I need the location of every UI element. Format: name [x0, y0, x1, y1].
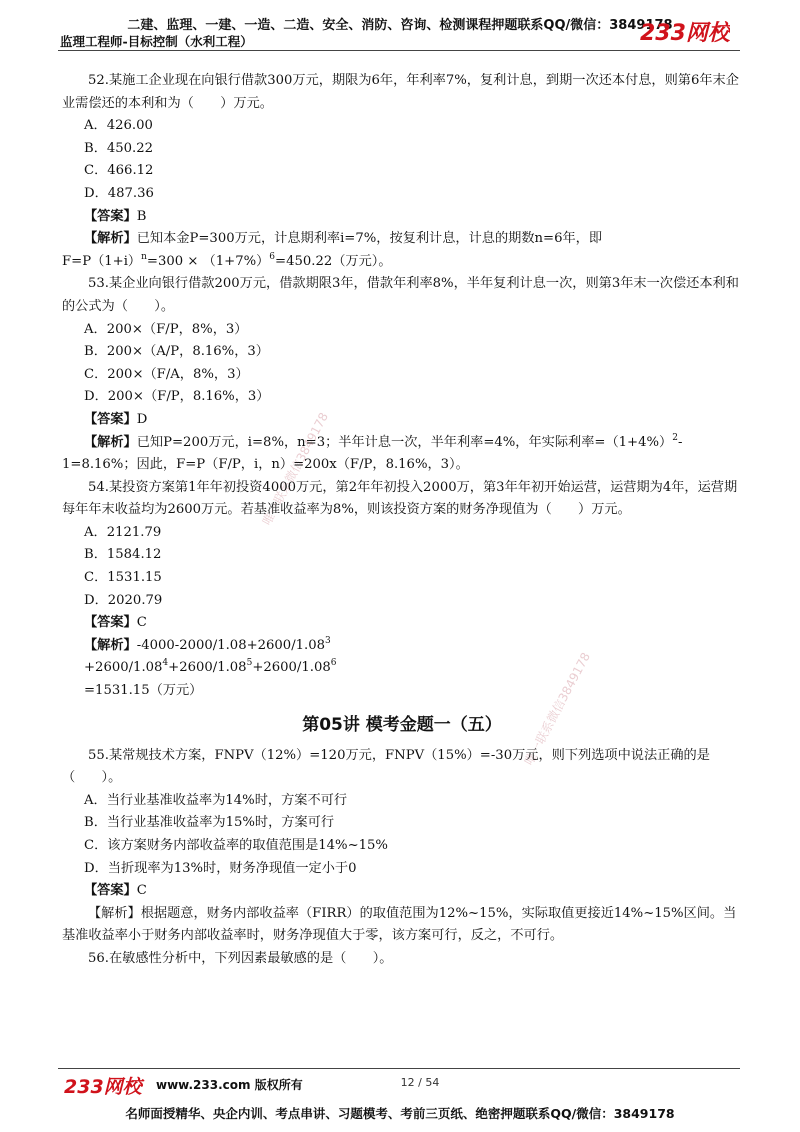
exponent: 6 [269, 251, 276, 262]
answer-line [62, 206, 742, 229]
answer-label: 【答案】 [84, 411, 137, 427]
footer-logo-text: 233网校 [64, 1076, 142, 1098]
option-a: A．200×（F/P，8%，3） [84, 321, 248, 337]
analysis-text: 已知P=200万元，i=8%，n=3；半年计息一次，半年利率=4%，年实际利率=（1+4%） [136, 434, 673, 450]
option-c: C．1531.15 [84, 570, 162, 586]
exponent: 5 [246, 658, 253, 669]
analysis-text: 根据题意，财务内部收益率（FIRR）的取值范围为12%~15%，实际取值更接近14%~15%区间。当基准收益率小于财务内部收益率时，财务净现值大于零，该方案可行，反之，不可行。 [62, 905, 737, 944]
answer-value: B [136, 208, 147, 224]
watermark: 唯一联系微信3849178 [259, 410, 332, 528]
watermark: 唯一联系微信3849178 [521, 650, 594, 768]
section-title: 第05讲 模考金题一（五） [302, 714, 502, 735]
formula-part: =450.22（万元）。 [275, 253, 392, 269]
footer-divider [58, 1068, 740, 1069]
analysis-text: -4000-2000/1.08+2600/1.08 [136, 637, 326, 653]
document-body [62, 70, 742, 971]
analysis-line [62, 432, 742, 455]
exponent: 6 [330, 658, 337, 669]
page-number: 12 / 54 [400, 1076, 440, 1089]
answer-line [62, 612, 742, 635]
formula-part: +2600/1.08 [84, 660, 163, 676]
answer-label: 【答案】 [84, 208, 137, 224]
option-a: A．当行业基准收益率为14%时，方案不可行 [84, 792, 348, 808]
exponent: 2 [672, 432, 678, 443]
analysis-label: 【解析】 [84, 434, 137, 450]
brand-logo-text: 233网校 [640, 21, 730, 46]
formula-part: +2600/1.08 [252, 660, 331, 676]
analysis-label: 【解析】 [88, 905, 141, 921]
option-c: C．466.12 [84, 163, 154, 179]
exponent: 3 [325, 635, 331, 646]
option-b: B．200×（A/P，8.16%，3） [84, 344, 269, 360]
exponent: n [141, 251, 147, 262]
footer-copyright: www.233.com 版权所有 [156, 1078, 303, 1092]
option-c: C．200×（F/A，8%，3） [84, 366, 249, 382]
analysis-line [62, 903, 742, 948]
answer-value: C [136, 883, 147, 899]
formula-part: F=P（1+i） [62, 253, 142, 269]
question-stem: 52.某施工企业现在向银行借款300万元，期限为6年，年利率7%，复利计息，到期一次还本付息，则第6年末企业需偿还的本利和为（ ）万元。 [62, 73, 739, 111]
formula-part: +2600/1.08 [168, 660, 247, 676]
question-stem: 53.某企业向银行借款200万元，借款期限3年，借款年利率8%，半年复利计息一次，则第3年末一次偿还本利和的公式为（ ）。 [62, 276, 739, 314]
formula-part: =300 × （1+7%） [146, 253, 270, 269]
footer-promo: 名师面授精华、央企内训、考点串讲、习题模考、考前三页纸、绝密押题联系QQ/微信：3849178 [125, 1106, 675, 1121]
exponent: 4 [162, 658, 169, 669]
option-d: D．487.36 [84, 185, 154, 201]
answer-line [62, 880, 742, 903]
answer-value: C [136, 615, 147, 631]
option-d: D．200×（F/P，8.16%，3） [84, 389, 270, 405]
header-promo: 二建、监理、一建、一造、二造、安全、消防、咨询、检测课程押题联系QQ/微信：3849178 [127, 18, 673, 33]
formula-result: =1531.15（万元） [84, 683, 203, 699]
option-c: C．该方案财务内部收益率的取值范围是14%~15% [84, 838, 388, 853]
analysis-label: 【解析】 [84, 231, 137, 247]
option-b: B．1584.12 [84, 547, 162, 563]
answer-label: 【答案】 [84, 615, 137, 631]
question-stem: 54.某投资方案第1年年初投资4000万元，第2年年初投入2000万，第3年年初开始运营，运营期为4年，运营期每年年末收益均为2600万元。若基准收益率为8%，则该投资方案的财务净现值为（ ）万元。 [62, 479, 738, 518]
footer-logo [62, 1072, 148, 1098]
option-b: B．当行业基准收益率为15%时，方案可行 [84, 815, 335, 831]
question-stem: 56.在敏感性分析中，下列因素最敏感的是（ ）。 [88, 950, 393, 966]
answer-label: 【答案】 [84, 883, 137, 899]
header-divider [58, 50, 740, 51]
question-stem: 55.某常规技术方案，FNPV（12%）=120万元，FNPV（15%）=-30万元，则下列选项中说法正确的是（ ）。 [62, 747, 710, 786]
answer-line [62, 409, 742, 432]
formula-line [62, 657, 742, 680]
option-a: A．426.00 [84, 118, 153, 134]
analysis-text: 已知本金P=300万元，计息期利率i=7%，按复利计息，计息的期数n=6年，即 [136, 231, 603, 247]
analysis-text: - [677, 434, 683, 450]
brand-logo [638, 16, 730, 46]
analysis-line [62, 635, 742, 658]
option-b: B．450.22 [84, 140, 154, 156]
analysis-line [62, 228, 742, 251]
option-d: D．2020.79 [84, 592, 163, 608]
option-a: A．2121.79 [84, 524, 162, 540]
formula-line [62, 251, 742, 274]
option-d: D．当折现率为13%时，财务净现值一定小于0 [84, 860, 357, 876]
analysis-label: 【解析】 [84, 637, 137, 653]
analysis-continued: 1=8.16%；因此，F=P（F/P，i，n）=200x（F/P，8.16%，3）。 [62, 457, 469, 473]
answer-value: D [136, 411, 148, 427]
course-title: 监理工程师-目标控制（水利工程） [60, 34, 253, 49]
